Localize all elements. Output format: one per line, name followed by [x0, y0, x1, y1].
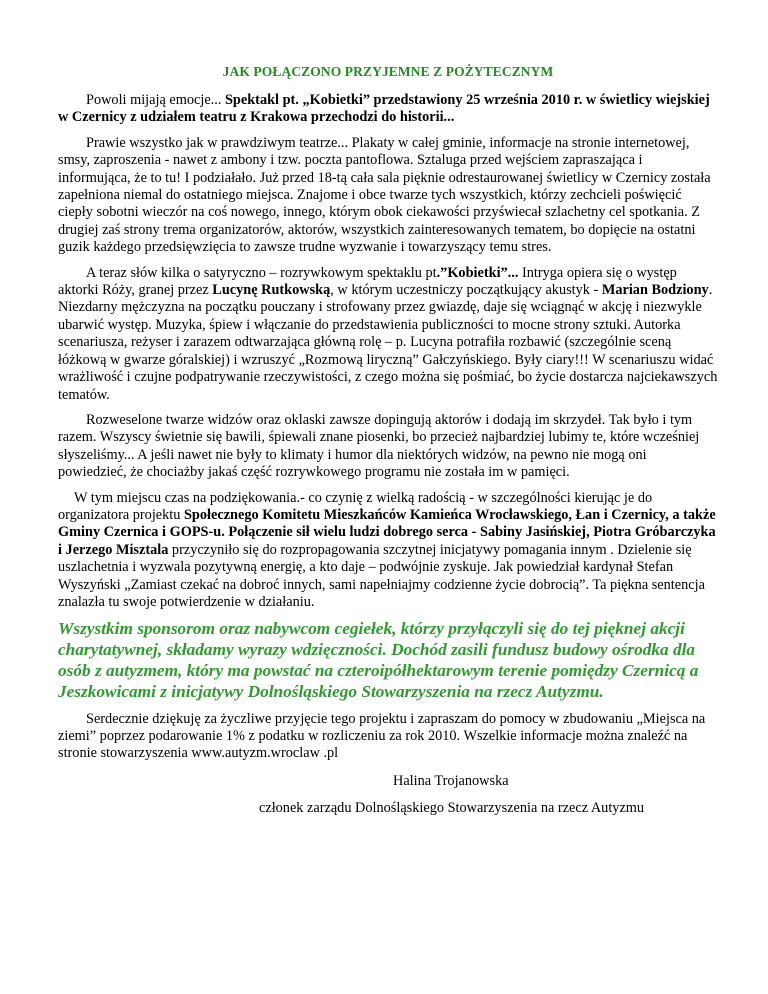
paragraph-invitation: Serdecznie dziękuję za życzliwe przyjęcie tego projektu i zapraszam do pomocy w zbudowaniu „Miejsca na ziemi” poprzez podarowanie 1% z podatku w rozliczeniu za rok 2010. Wszelkie informacje można znaleźć na stronie stowarzyszenia www.autyzm.wroclaw .pl [58, 710, 706, 762]
document-title: JAK POŁĄCZONO PRZYJEMNE Z POŻYTECZNYM [222, 64, 554, 79]
spectacle-text-4: . Niezdarny mężczyzna na początku pouczany i strofowany przez gwiazdę, daje się wciągnąć w akcję i niezwykle ubarwić występ. Muzyka, śpiew i włączanie do przedstawienia publiczności to mocne strony sztuki. Autorka scenariusza, reżyser i zarazem odtwarzająca główną rolę – p. Lucyna potrafiła rozbawić (szczególnie sceną łóżkową w gwarze góralskiej) i wzruszyć „Rozmową liryczną” Gałczyńskiego. Były ciary!!! W scenariuszu widać wrażliwość i czujne podpatrywanie rzeczywistości, z czego można się pośmiać, bo życie dostarcza najciekawszych tematów. [58, 282, 718, 403]
paragraph-preparations: Prawie wszystko jak w prawdziwym teatrze... Plakaty w całej gminie, informacje na stronie internetowej, smsy, zaproszenia - nawet z ambony i tzw. poczta pantoflowa. Sztaluga przed wejściem zapraszająca i informująca, że to tu! I podziałało. Już przed 18-tą cała sala pięknie odrestaurowanej świetlicy w Czernicy została zapełniona niemal do ostatniego miejsca. Znajome i obce twarze tych wszystkich, którzy zechcieli poświęcić ciepły sobotni wieczór na coś nowego, innego, którym obok ciekawości przyświecał szlachetny cel spotkania. Z drugiej zaś strony trema organizatorów, aktorów, wszystkich zainteresowanych tematem, bo dopięcie na ostatni guzik każdego przedsięwzięcia to zawsze trudne wyzwanie i towarzyszący temu stres. [58, 134, 711, 256]
spectacle-text-3: , w którym uczestniczy początkujący akustyk - [330, 282, 602, 299]
thanks-text-1: W tym miejscu czas na podziękowania.- co czynię z wielką radością - w szczególności kierując je do organizatora projektu [58, 489, 653, 523]
paragraph-thanks-organizers [58, 490, 718, 612]
paragraph-spectacle [58, 265, 718, 404]
signature-name: Halina Trojanowska [393, 772, 509, 789]
spectacle-text-1: A teraz słów kilka o satyryczno – rozrywkowym spektaklu pt [86, 264, 437, 281]
paragraph-audience: Rozweselone twarze widzów oraz oklaski zawsze dopingują aktorów i dodają im skrzydeł. Tak było i tym razem. Wszyscy świetnie się bawili, śpiewali znane piosenki, bo przecież najbardziej lubimy te, które wcześniej słyszeliśmy... A jeśli nawet nie były to klimaty i humor dla niektórych widzów, na pewno nie mogą oni powiedzieć, że chociażby jakaś część rozrywkowego programu nie została im w pamięci. [58, 411, 700, 481]
paragraph-intro [58, 92, 718, 127]
thanks-text-2: przyczyniło się do rozpropagowania szczytnej inicjatywy pomagania innym . Dzielenie się uszlachetnia i wyzwala pozytywną energię, a kto daje – podwójnie zyskuje. Jak powiedział kardynał Stefan Wyszyński „Zamiast czekać na dobroć innych, sami napełniajmy codzienne życie dobrocią”. Ta piękna sentencja znalazła tu swoje potwierdzenie w działaniu. [58, 541, 705, 610]
sponsors-thanks: Wszystkim sponsorom oraz nabywcom cegiełek, którzy przyłączyli się do tej pięknej akcji charytatywnej, składamy wyrazy wdzięczności. Dochód zasili fundusz budowy ośrodka dla osób z autyzmem, który ma powstać na czteroipółhektarowym terenie pomiędzy Czernicą a Jeszkowicami z inicjatywy Dolnośląskiego Stowarzyszenia na rzecz Autyzmu. [58, 619, 699, 701]
signature-role: członek zarządu Dolnośląskiego Stowarzyszenia na rzecz Autyzmu [259, 799, 645, 816]
spectacle-title-bold: .”Kobietki”... [436, 264, 519, 281]
organizers-bold: Społecznego Komitetu Mieszkańców Kamieńca Wrocławskiego, Łan i Czernicy, a także Gminy Czernica i GOPS-u. Połączenie sił wielu ludzi dobrego serca - Sabiny Jasińskiej, Piotra Gróbarczyka i Jerzego Misztala [58, 506, 716, 558]
intro-text: Powoli mijają emocje... [86, 92, 225, 108]
actor-name: Marian Bodziony [601, 282, 709, 299]
actress-name: Lucynę Rutkowską [212, 282, 331, 299]
spectacle-text-2: Intryga opiera się o występ aktorki Róży, granej przez [58, 264, 677, 299]
intro-bold-text: Spektakl pt. „Kobietki” przedstawiony 25 września 2010 r. w świetlicy wiejskiej w Czernicy z udziałem teatru z Krakowa przechodzi do historii... [58, 92, 710, 126]
